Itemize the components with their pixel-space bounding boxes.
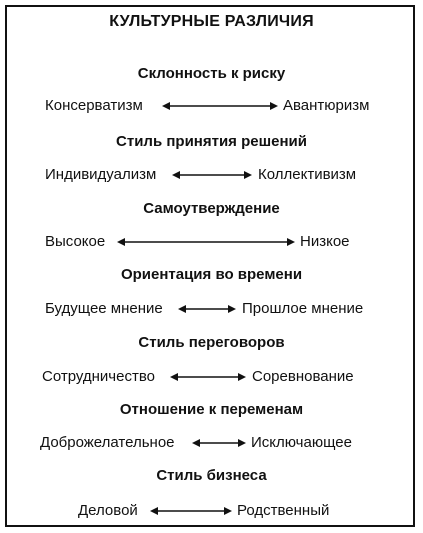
heading-decision-style: Стиль принятия решений <box>116 133 307 150</box>
heading-time-orientation: Ориентация во времени <box>120 266 303 283</box>
scale-decision-style <box>0 165 423 185</box>
scale-right-label: Родственный <box>237 502 330 519</box>
heading-assertiveness: Самоутверждение <box>143 200 280 217</box>
double-arrow-icon <box>178 302 236 316</box>
scale-left-label: Будущее мнение <box>45 300 163 317</box>
scale-business-style <box>0 501 423 521</box>
scale-right-label: Соревнование <box>252 368 354 385</box>
double-arrow-icon <box>192 436 246 450</box>
heading-negotiation-style: Стиль переговоров <box>138 334 285 351</box>
scale-left-label: Индивидуализм <box>45 166 157 183</box>
heading-attitude-to-change: Отношение к переменам <box>119 401 304 418</box>
double-arrow-icon <box>117 235 295 249</box>
double-arrow-icon <box>170 370 246 384</box>
scale-right-label: Исключающее <box>251 434 352 451</box>
scale-right-label: Коллективизм <box>258 166 357 183</box>
double-arrow-icon <box>162 99 278 113</box>
scale-left-label: Консерватизм <box>45 97 143 114</box>
scale-attitude-to-change <box>0 433 423 453</box>
page-title: КУЛЬТУРНЫЕ РАЗЛИЧИЯ <box>109 13 314 30</box>
scale-left-label: Доброжелательное <box>40 434 175 451</box>
scale-negotiation-style <box>0 367 423 387</box>
scale-left-label: Деловой <box>78 502 138 519</box>
scale-right-label: Низкое <box>300 233 350 250</box>
heading-risk-tolerance: Склонность к риску <box>137 65 286 82</box>
scale-assertiveness <box>0 232 423 252</box>
scale-left-label: Высокое <box>45 233 106 250</box>
double-arrow-icon <box>172 168 252 182</box>
heading-business-style: Стиль бизнеса <box>156 467 267 484</box>
double-arrow-icon <box>150 504 232 518</box>
scale-time-orientation <box>0 299 423 319</box>
scale-left-label: Сотрудничество <box>42 368 155 385</box>
scale-right-label: Авантюризм <box>283 97 370 114</box>
scale-right-label: Прошлое мнение <box>242 300 364 317</box>
scale-risk-tolerance <box>0 96 423 116</box>
